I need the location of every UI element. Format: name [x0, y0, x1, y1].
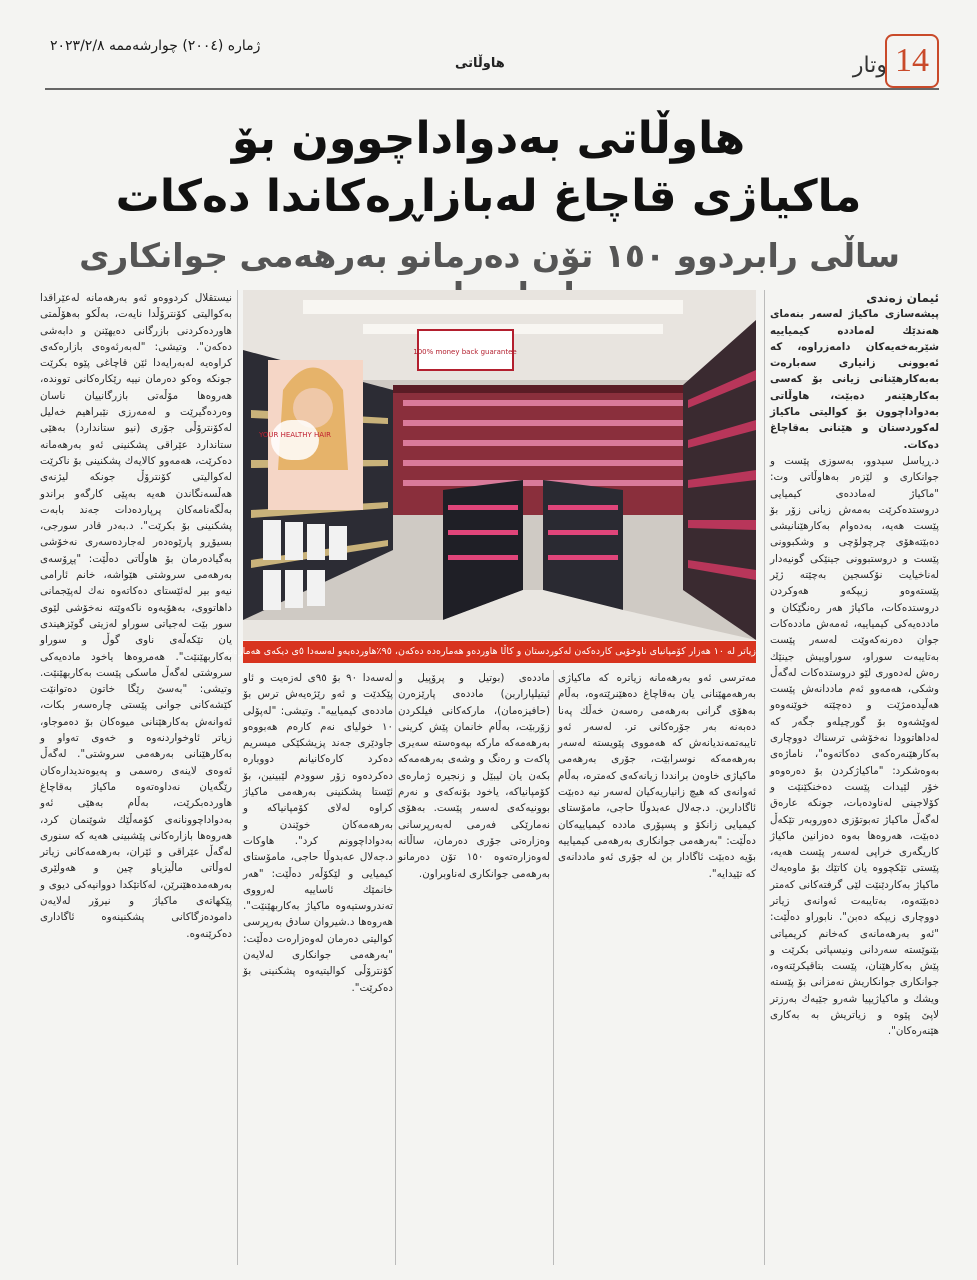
guarantee-sign: 100% money back guarantee	[413, 348, 517, 356]
column-divider	[764, 290, 765, 1265]
byline: ئیمان زەندی	[866, 291, 939, 305]
poster-text: YOUR HEALTHY HAIR	[258, 431, 332, 439]
issue-info: ژمارە (٢٠٠٤) چوارشەممە ٢٠٢٣/٢/٨	[50, 38, 261, 54]
headline	[40, 110, 937, 226]
photo-caption: زیاتر لە ١٠ هەزار كۆمپانیای ناوخۆیی كاردەكەن لەكوردستان و كاڵا هاوردەو هەمارەدە دەكەن، ٩٥٪هاوردەیەو لەسەدا ٥ی دیكەی هەمارەدە	[243, 641, 756, 663]
column-mid-2	[398, 670, 550, 1265]
column-divider	[237, 290, 238, 1265]
masthead-logo: هاوڵاتی	[455, 56, 505, 71]
column-mid-3-text: لەسەدا ٩٠ بۆ ٩٥ی لەزەیت و ئاو پێكدێت و ئەو رێژەیەش ترس بۆ ماددەی كیمیاییە". وتیشی: "لەپۆلی ١٠ خولیای نەم كارەم هەبووەو جاودێری جەند پزیشكێكی میسریم دەكرد كارەكانیانم دووبارە دەكردەوە زۆر سوودم لێبینین، بۆ ئێستا پشكنینی بەرهەمی ماكیاژ كراوە لەلای كۆمپانیاكە و بەرهەمەكان خوێندن و بەدواداچوونم كرد". هاوكات د.جەلال عەبدوڵا حاجی، مامۆستای كیمیایی و لێكۆڵەر دەڵێت: "هەر خانمێك ئاساییە لەرووی تەندروستیەوە ماكیاژ بەكاربهێنێت". هەروەها د.شیروان سادق بەرپرسی كوالیتی دەرمان لەوەزارەت دەڵێت: "بەرهەمی جوانكاری لەلایەن كۆنترۆڵی كوالیتیەوە پشكنینی بۆ دەكرێت".	[243, 672, 393, 994]
page-header	[0, 0, 977, 95]
headline-line-2: ماكیاژی قاچاغ لەبازاڕەكاندا دەكات	[115, 171, 862, 222]
column-mid-2-text: ماددەی (بوتیل و پرۆپیل و ئیتیلپاراربن) ماددەی پارێزەرن (حافیزەمان)، ماركەكانی فیلكردن زۆربێت، بەڵام خانمان پێش كرینی بەرهەمەكە ماركە بپەوەستە سەیری پاكەت و رەنگ و وشەی بەرهەمەكە بكەن یان لیبێل و زنجیرە ژمارەی كۆمپانیاكە، یاخود بۆنەكەی و نەرم بوونیەكەی لەسەر پێست. بەهۆی نەمارێكی فەرمی لەبەرپرسانی وەزارەتی جۆری دەرمان، ساڵانە لەوەزارەتەوە ١٥٠ تۆن دەرمانو بەرهەمی جوانكاری لەناوبراون.	[398, 672, 550, 880]
column-left	[40, 290, 232, 1265]
column-left-text: نیستقلال كردووەو ئەو بەرهەمانە لەعێراقدا بەكوالیتی كۆنترۆڵدا نایەت، بەڵكو بەهۆڵمتی هاوردەكردنی بازرگانی دەیهێنن و دابەشی دەكەن". وتیشی: "لەبەرئەوەی بازارەكەی كراوەیە لەبەرایەدا ئێن قاچاغی پێوە بكرێت جونكە وەكو دەرمان نییە رێكارەكانی تووندە، هەروەها مۆڵەتی بازرگانییان ناسان وەردەگیرێت و لەمەرزی نێبراهیم خەلیل لەكۆنترۆڵی جۆری (نیو ستاندارد) بەهێی ستاندارد عێراقی پشكنینی ئەو بەرهەمانە دەكرێت، هەمەوو كالایەك پشكنینی بۆ ناكرێت لەكوالیتی كۆنترۆڵ جونكە لیژنەی هەڵسەنگاندن هەیە بەپێی كارگەو براندو بەڵگەنامەكان پرپاردەدات جەند بابەت پشكنینی بۆ بكرێت". د.بەدر قادر سورجی، بسیۆڕو پارێوەدەر لەجاردەسەری نەخۆشی بەگیادەرمان بۆ هاوڵاتی دەڵێت: "پڕۆسەی بەرهەمی سروشتی هێواشە، خانم ئارامی نیەو بیر لەئێستای دەكاتەوە نەك لەپێجمانی داهاتووی، بەهۆیەوە ناكەوێتە نەخۆشی لێوی سور بێت لەجیاتی سوراو لەزیتی گوێزهیندی یان تێكەڵەی ناوی گوڵ و سوراو بەكاربهێنێت". هەمروەها یاخود مادەیەكی سروشتی لەگەڵ ماسكی پێست بەكاربهێنێت. وتیشی: "بەسێ رێگا خاتون دەتوانێت كێشەكانی جوانی پێستی چارەسەر بكات، ئەوانەش بەكارهێنانی میوەكان بۆ دەموجاو، زیاتر ئاوخواردنەوە و خەوی تەواو و بەكارهێنانی بەرهەمی سروشتی". لەگەڵ ئەوەی لاینەی رەسمی و پەیوەندیدارەكان رێگەیان نەداوەتەوە ماكیاژ بەقاچاغ هاوردەبكرێت، بەڵام بەهێی ئەو بەدواداچوونانەی كۆمەڵێك شوێنمان كرد، هەروەها بازارەكانی پێشبینی هەیە كە سنوری لەگەڵ عێراقی و ئێران، بەرهەمەكانی زیاتر لەوڵاتی ماڵیزیاو چین و هەولێری بەرهەمدەهێنرێن، لەكاتێكدا دووانیەكی دیوی و پێكهاتەی ماكیاژ و نیرۆر لەلایەن دامودەزگاكانی پشكنینەوە ئاگاداری دەكرێنەوە.	[40, 292, 232, 940]
article-lead: پیشەسازی ماكیاژ لەسەر بنەمای هەندێك لەماددە كیمیاییە شێربەخەیەكان دامەزراوە، كە ئەبوونی زانیاری سەبارەت بەبەكارهێنانی زیانی بۆ كەسی بەكارهێنەر دەبێت، هاوڵاتی بەدواداچوون بۆ كوالیتی ماكیاژ لەكوردستان و هێنانی بەقاچاغ دەكات.	[770, 308, 939, 451]
column-right	[770, 290, 939, 1265]
column-mid-3	[243, 670, 393, 1265]
subheadline: ساڵی رابردوو ١٥٠ تۆن دەرمانو بەرهەمی جوانكاری	[79, 236, 900, 275]
column-divider	[553, 670, 554, 1265]
store-aisle-illustration	[243, 290, 756, 640]
column-divider	[395, 670, 396, 1265]
store-photo	[243, 290, 756, 640]
column-mid-1	[558, 670, 756, 1265]
header-rule	[45, 88, 939, 90]
headline-line-1: هاوڵاتی بەدواداچوون بۆ	[231, 113, 746, 164]
section-label: وتار	[852, 53, 887, 78]
page-number: 14	[885, 34, 939, 88]
article-body	[40, 290, 939, 1265]
column-right-text: د.ڕیاسل سیدوو، بەسوزی پێست و جوانكاری و لێزەر بەهاوڵاتی وت: "ماكیاژ لەماددەی كیمیایی دروستدەكرێت بەمەش زیانی زۆر بۆ پێست هەیە، بەدەوام بەكارهێنانیشی دەبێتەهۆی چرچولۆچی و وشكبوونی پێست و دروستبوونی جینێكی گونیەدار لەناخیایت نۆكسجین بەچێتە ژێر پێستەوەو زیپكەو هەوكردن دروستدەكات، ماكیاژ هەر رەنگێكان و ماددەیەكی كیمیاییە، ئەمەش ماددەكات جوان دەرنەكەوێت لەسەر پێست بەتایبەت سوراو، سوراوییش جینێك رەش لەدەوری لێو دروستدەكات لەگەڵ وشكی، هەمەوو ئەم ماددانەش پێست هەڵیدەمژێت و دەچێتە خوێنەوەو لەوێشەوە بۆ گورچیلەو جگەر كە لەداهاتوودا نەخۆشی ترسناك دووچاری بەكارهێنەرەكەی دەكاتەوە"، ناماژەی بەوەشكرد: "ماكیاژكردن بۆ دەرەوەو خۆر لێیدات پێست دەخنكێنێت و كۆلاجینی لەناودەبات، جونكە عارەق لەگەڵ ماكیاژ تەبوتۆزی دەوروبەر تێكەڵ دەبێت، هەروەها بەوە دەزانین ماكیاژ كاریگەری خراپی لەسەر پێست هەیە، پێستی تێكچووە یان كاتێك بۆ ماوەیەك ماكیاژ بەكاردێنێت لێی گرفتەكانی كەمتر دەبێتەوە، بەتایبەت ئەوانەی زیاتر دووچاری زیپكە دەبن". نابوراو دەڵێت: "ئەو بەرهەمانەی كەخانم كریمیاتی بێنوێستە سەردانی ونیسپاتی بكرێت و پێش بەكارهێنان، پێست بتاقیكرێتەوە، جوانكاری جوانكاریش نەمزانی بۆ پێستە ویشك و ماكیاژیپیا شەرو جێیەك بەرزتر لاپێ پێوە و زیاتریش بە بەكاری هێنەرەكان".	[770, 454, 939, 1038]
column-mid-1-text: مەترسی ئەو بەرهەمانە زیاترە كە ماكیاژی بەرهەمهێنانی یان بەقاچاغ دەهێنرێتەوە، بەڵام بەهۆی گرانی بەرهەمی رەسەن خەڵك پەنا دەبەنە بەر جۆرەكانی تر. لەسەر ئەو تایبەتمەندیانەش كە هەمووی پێویستە لەسەر بەرهەمەكە نوسرابێت، جۆری بەرهەمی ماكیاژی خاوەن برانددا زیانەكەی كەمترە، بەڵام ئەوانەی كە هیچ زانیاریەكیان لەسەر نیە دەبێت ئاگاداربن. د.جەلال عەبدوڵا حاجی، مامۆستای كیمیایی زانكۆ و پسپۆری ماددە كیمیاییەكان دەڵێت: "بەرهەمی جوانكاری بەرهەمی كیمیاییە بۆیە دەبێت ئاگادار بن لە جۆری ئەو ماددانەی كە تێیدایە".	[558, 672, 756, 880]
